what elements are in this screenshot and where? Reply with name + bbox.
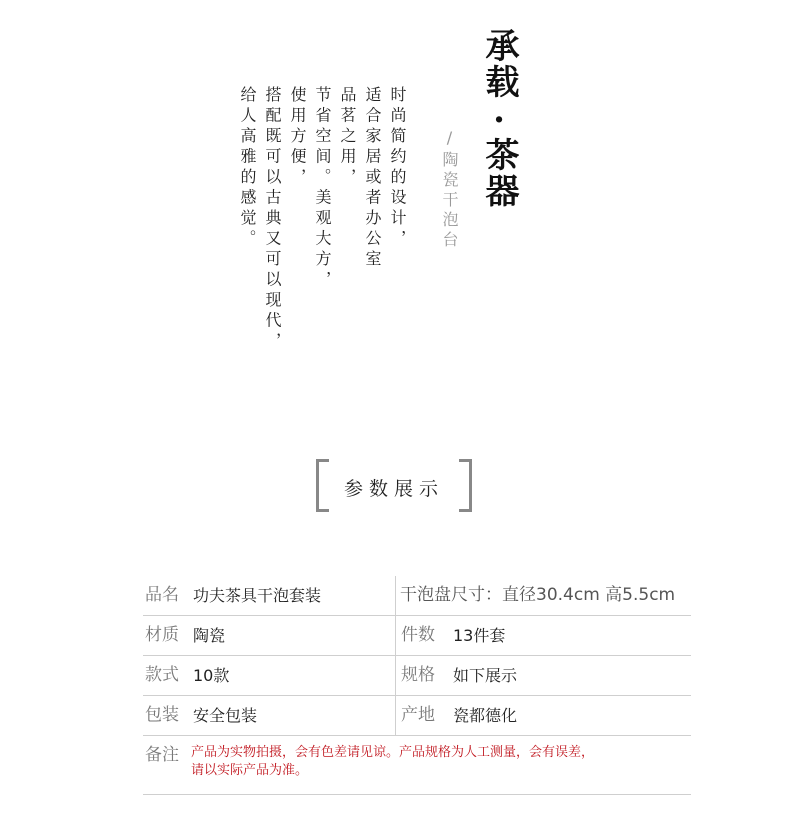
note-line-1: 产品为实物拍摄，会有色差请见谅。产品规格为人工测量，会有误差， [191,745,595,760]
frame-tick-top-right [459,459,469,462]
column-divider [395,576,396,615]
frame-tick-bottom-right [459,509,469,512]
section-label: 参数展示 [343,478,444,500]
spec-key-name: 品名 [145,585,179,605]
spec-value-package: 安全包装 [193,706,258,725]
column-divider [395,656,396,695]
description-column: 时尚简约的设计， [388,86,407,250]
description-column: 适合家居或者办公室 [363,86,382,271]
description-column: 使用方便， [288,86,307,189]
spec-key-count: 件数 [401,625,435,645]
column-divider [395,616,396,655]
spec-key-package: 包装 [145,705,179,725]
subtitle: /陶瓷干泡台 [440,128,459,251]
table-row [143,576,691,616]
spec-value-spec: 如下展示 [453,666,518,685]
spec-value-name: 功夫茶具干泡套装 [193,586,322,605]
column-divider [395,696,396,735]
spec-key-spec: 规格 [401,665,435,685]
spec-key-material: 材质 [145,625,179,645]
spec-table [143,576,691,795]
spec-value-style: 10款 [193,666,230,685]
title-column-1: 承载· [479,28,519,142]
title-column-2: 茶器 [479,137,519,209]
spec-value-material: 陶瓷 [193,626,226,645]
spec-key-origin: 产地 [401,705,435,725]
spec-value-origin: 瓷都德化 [453,706,518,725]
description-column: 给人高雅的感觉。 [238,86,257,250]
spec-key-style: 款式 [145,665,179,685]
table-row [143,656,691,696]
table-row [143,696,691,736]
table-row-note [143,736,691,795]
spec-size: 干泡盘尺寸：直径30.4cm 高5.5cm [400,585,676,605]
note-text [191,744,594,780]
section-label-frame [316,459,472,512]
description-column: 搭配既可以古典又可以现代， [263,86,282,353]
frame-tick-top-left [319,459,329,462]
description-column: 节省空间。美观大方， [313,86,332,291]
table-row [143,616,691,656]
frame-tick-bottom-left [319,509,329,512]
description-column: 品茗之用， [338,86,357,189]
spec-key-note: 备注 [145,745,179,765]
spec-value-count: 13件套 [453,626,506,645]
note-line-2: 请以实际产品为准。 [191,763,309,778]
